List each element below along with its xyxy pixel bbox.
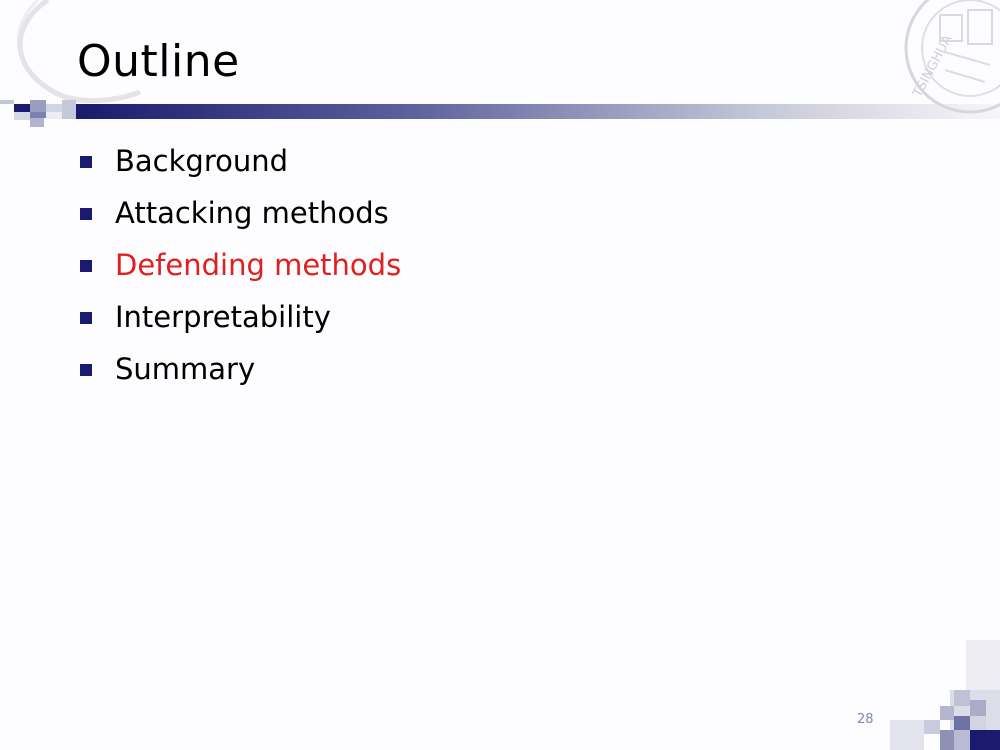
bullet-label: Interpretability xyxy=(115,300,331,334)
bullet-item-interpretability xyxy=(78,295,401,347)
title-divider-bar xyxy=(0,100,1000,130)
page-number: 28 xyxy=(857,712,874,727)
square-bullet-icon xyxy=(80,208,92,220)
bullet-label: Summary xyxy=(115,352,256,386)
slide-title: Outline xyxy=(77,36,240,87)
university-seal-logo xyxy=(890,0,1000,120)
square-bullet-icon xyxy=(80,156,92,168)
bullet-item-defending-methods xyxy=(78,243,401,295)
bullet-item-summary xyxy=(78,347,401,399)
bullet-item-background xyxy=(78,139,401,191)
outline-bullet-list xyxy=(78,139,401,399)
square-bullet-icon xyxy=(80,364,92,376)
square-bullet-icon xyxy=(80,312,92,324)
corner-decoration xyxy=(890,640,1000,750)
seal-lettering: TSINGHUA xyxy=(910,32,956,100)
bullet-item-attacking-methods xyxy=(78,191,401,243)
bullet-label: Background xyxy=(115,144,289,178)
bullet-label: Attacking methods xyxy=(115,196,389,230)
square-bullet-icon xyxy=(80,260,92,272)
bullet-label-highlighted: Defending methods xyxy=(115,248,402,282)
